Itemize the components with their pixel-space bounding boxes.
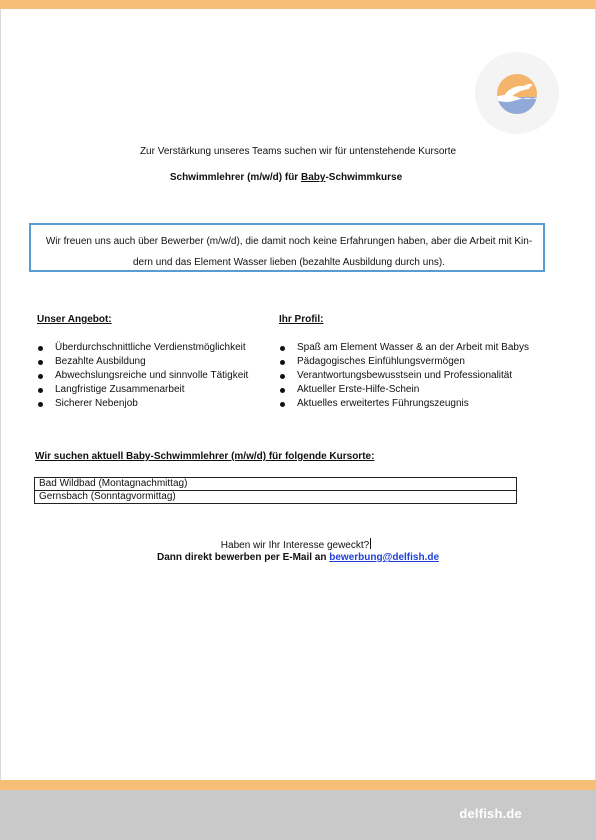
apply-line — [0, 552, 596, 563]
profile-item: Aktueller Erste-Hilfe-Schein — [279, 383, 569, 397]
top-accent-bar — [0, 0, 596, 9]
interest-text: Haben wir Ihr Interesse geweckt? — [220, 540, 370, 551]
offer-item: Überdurchschnittliche Verdienstmöglichkeit — [37, 341, 277, 355]
profile-title: Ihr Profil: — [279, 314, 324, 325]
bottom-accent-bar — [0, 780, 596, 790]
apply-text: Dann direkt bewerben per E-Mail an — [156, 552, 330, 563]
intro-text: Zur Verstärkung unseres Teams suchen wir für untenstehende Kursorte — [139, 146, 457, 157]
table-row — [35, 491, 517, 504]
profile-list — [279, 341, 569, 411]
dolphin-sun-logo-icon — [475, 52, 559, 134]
headline-suffix: -Schwimmkurse — [325, 172, 403, 183]
profile-item: Verantwortungsbewusstsein und Professionalität — [279, 369, 569, 383]
headline-text: Schwimmlehrer (m/w/d) für — [169, 172, 301, 183]
interest-line — [0, 538, 594, 551]
footer-brand: delfish.de — [459, 806, 522, 821]
profile-item: Pädagogisches Einfühlungsvermögen — [279, 355, 569, 369]
location-cell: Bad Wildbad (Montagnachmittag) — [35, 478, 517, 491]
offer-item: Langfristige Zusammenarbeit — [37, 383, 277, 397]
page-border-left — [0, 9, 1, 780]
offer-section — [37, 313, 277, 411]
info-box — [29, 223, 545, 272]
text-cursor — [370, 538, 371, 549]
offer-item: Abwechslungsreiche und sinnvolle Tätigkeit — [37, 369, 277, 383]
offer-title: Unser Angebot: — [37, 314, 112, 325]
job-headline — [0, 172, 584, 183]
email-link[interactable]: bewerbung@delfish.de — [329, 552, 440, 563]
offer-list — [37, 341, 277, 411]
locations-table — [34, 477, 517, 504]
profile-item: Spaß am Element Wasser & an der Arbeit mit Babys — [279, 341, 569, 355]
table-row — [35, 478, 517, 491]
headline-underlined: Baby — [300, 172, 326, 183]
profile-item: Aktuelles erweitertes Führungszeugnis — [279, 397, 569, 411]
info-box-text: Wir freuen uns auch über Bewerber (m/w/d), die damit noch keine Erfahrungen haben, aber die Arbeit mit Kin-dern und das Element Wasser lieben (bezahlte Ausbildung durch uns). — [45, 236, 533, 268]
offer-item: Bezahlte Ausbildung — [37, 355, 277, 369]
location-cell: Gernsbach (Sonntagvormittag) — [35, 491, 517, 504]
offer-item: Sicherer Nebenjob — [37, 397, 277, 411]
profile-section — [279, 313, 569, 411]
locations-title: Wir suchen aktuell Baby-Schwimmlehrer (m/w/d) für folgende Kursorte: — [35, 451, 375, 462]
footer — [0, 790, 596, 840]
